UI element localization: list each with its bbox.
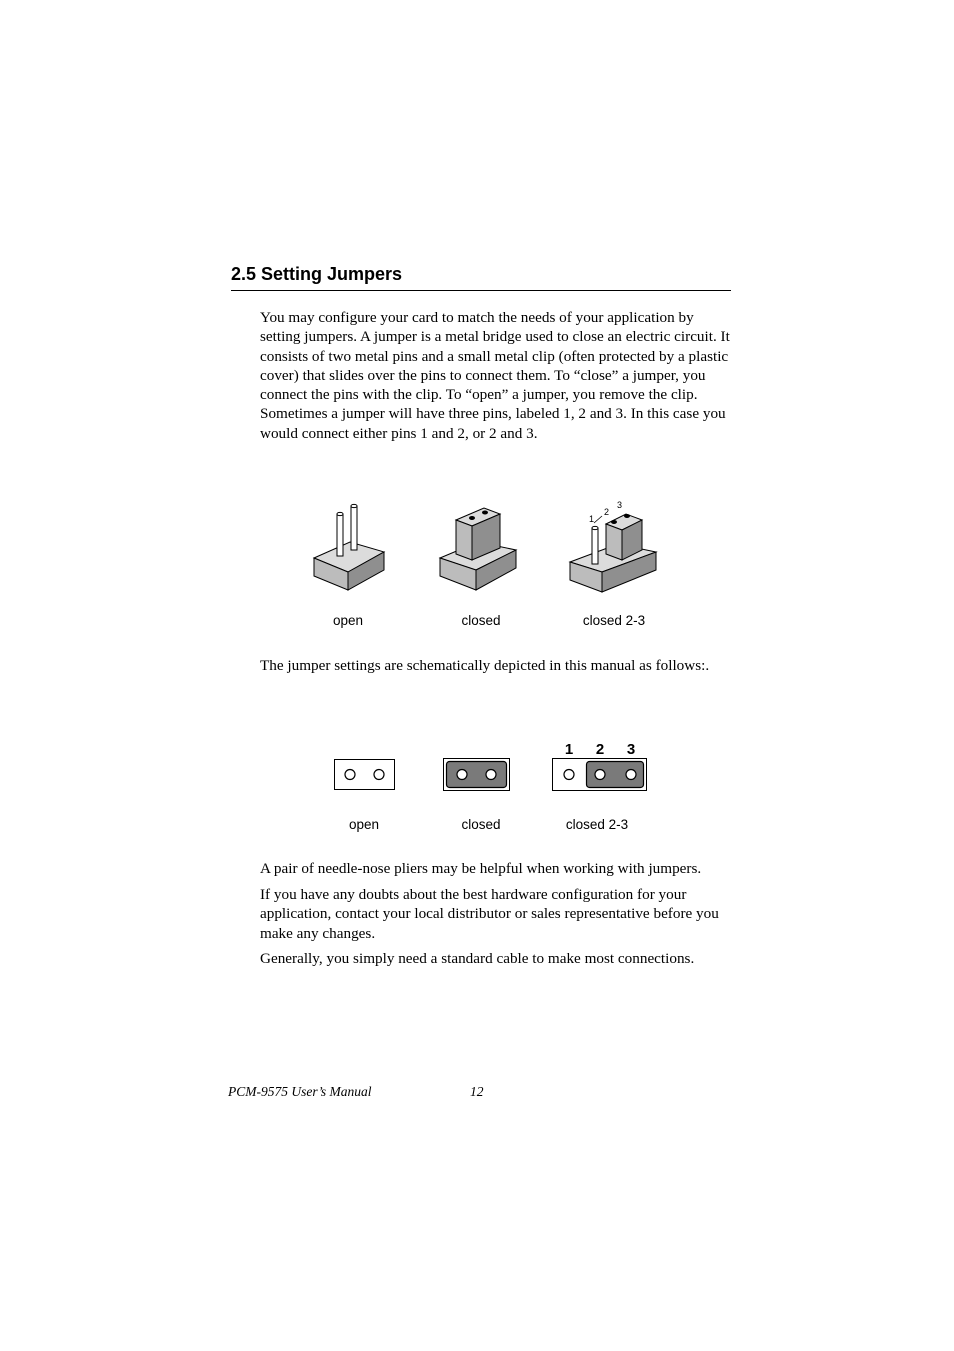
caption-schematic-closed: closed <box>461 817 501 832</box>
cable-paragraph: Generally, you simply need a standard cable to make most connections. <box>260 950 695 967</box>
jumper-closed-schematic <box>443 758 511 792</box>
heading-rule <box>231 290 731 291</box>
footer-page-number: 12 <box>470 1084 484 1099</box>
caption-3d-open: open <box>332 613 364 628</box>
caption-schematic-closed-2-3: closed 2-3 <box>565 817 629 832</box>
caption-3d-closed-2-3: closed 2-3 <box>582 613 646 628</box>
schematic-pin-label-2: 2 <box>595 741 605 758</box>
caption-3d-closed: closed <box>461 613 501 628</box>
pin-label-2: 2 <box>604 507 610 517</box>
doubts-paragraph: If you have any doubts about the best hardware configuration for your application, contact your local distributor or sales representative before you make any changes. <box>260 886 719 942</box>
intro-paragraph: You may configure your card to match the needs of your application by setting jumpers. A jumper is a metal bridge used to close an electric circuit. It consists of two metal pins and a small metal clip (often protected by a plastic cover) that slides over the pins to connect them. To “close” a jumper, you connect the pins with the clip. To “open” a jumper, you remove the clip. Sometimes a jumper will have three pins, labeled 1, 2 and 3. In this case you would connect either pins 1 and 2, or 2 and 3. <box>260 309 730 442</box>
pliers-paragraph: A pair of needle-nose pliers may be helpful when working with jumpers. <box>260 860 702 877</box>
jumper-open-schematic <box>334 759 396 791</box>
jumper-closed-2-3-3d-illustration <box>566 496 660 596</box>
schematic-note-paragraph: The jumper settings are schematically depicted in this manual as follows:. <box>260 657 710 674</box>
footer-manual-title: PCM-9575 User’s Manual <box>228 1084 372 1099</box>
caption-schematic-open: open <box>348 817 380 832</box>
section-heading: 2.5 Setting Jumpers <box>231 264 403 284</box>
schematic-pin-label-3: 3 <box>626 741 636 758</box>
pin-label-3: 3 <box>617 500 623 510</box>
jumper-open-3d-illustration <box>310 500 390 595</box>
pin-label-1: 1 <box>589 514 595 524</box>
schematic-pin-labels <box>558 738 644 758</box>
jumper-closed-2-3-schematic <box>552 758 648 792</box>
jumper-closed-3d-illustration <box>436 500 521 595</box>
schematic-pin-label-1: 1 <box>564 741 574 758</box>
